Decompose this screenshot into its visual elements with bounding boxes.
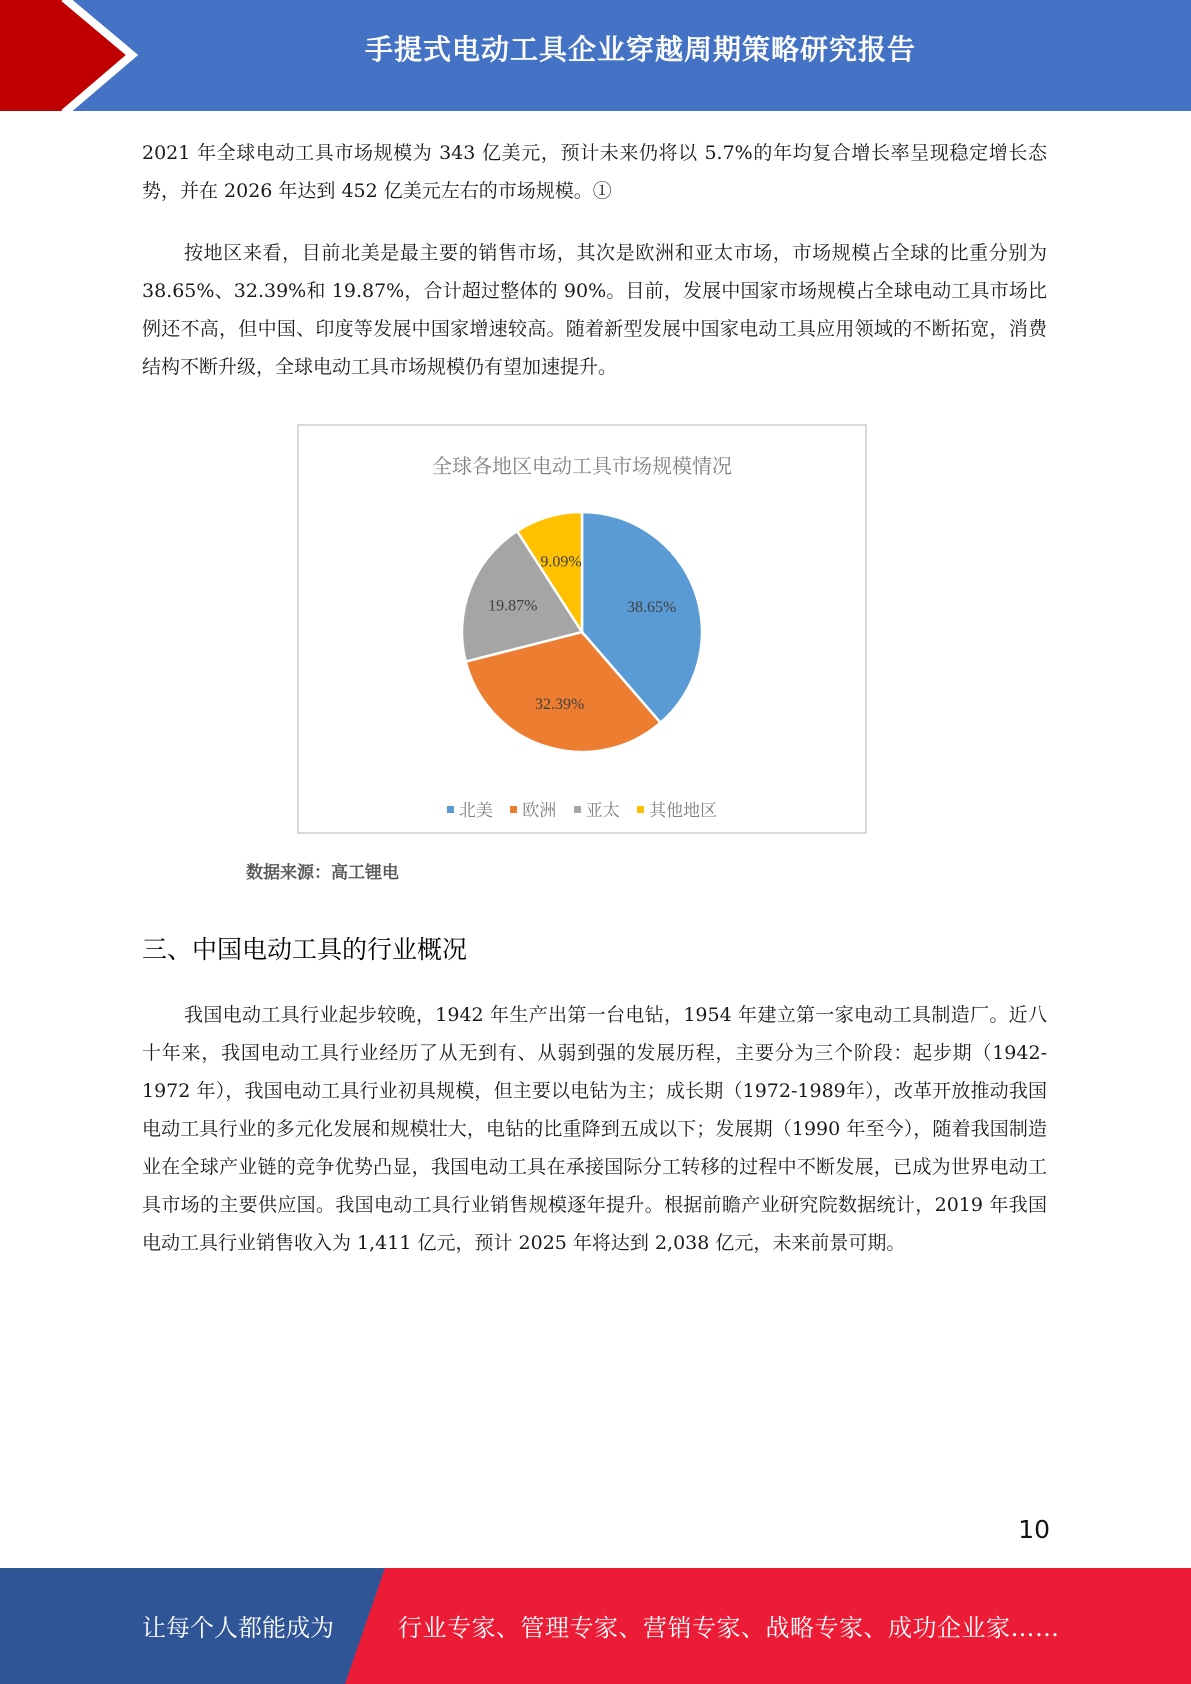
page-number: 10 (1018, 1515, 1050, 1544)
data-label: 9.09% (540, 553, 582, 571)
legend-swatch (574, 806, 581, 813)
pie-chart (299, 426, 865, 832)
legend-label: 北美 (458, 801, 493, 821)
paragraph-regional-share: 按地区来看，目前北美是最主要的销售市场，其次是欧洲和亚太市场，市场规模占全球的比重分别为 38.65%、32.39%和 19.87%，合计超过整体的 90%。目前，发展中国家市场规模占全球电动工具市场比例还不高，但中国、印度等发展中国家增速较高。随着新型发展中国家电动工具应用领域的不断拓宽，消费结构不断升级，全球电动工具市场规模仍有望加速提升。 (142, 242, 1047, 378)
legend-item-asia-pacific (574, 796, 620, 821)
page-header (0, 0, 1191, 111)
footer-slogan-right: 行业专家、管理专家、营销专家、战略专家、成功企业家…… (398, 1614, 1060, 1642)
data-label: 19.87% (488, 597, 538, 615)
legend-label: 欧洲 (522, 801, 557, 821)
chart-legend (299, 796, 865, 821)
data-label: 38.65% (627, 599, 677, 617)
chart-title: 全球各地区电动工具市场规模情况 (432, 454, 732, 478)
report-title: 手提式电动工具企业穿越周期策略研究报告 (364, 33, 916, 66)
data-label: 32.39% (535, 695, 585, 713)
legend-swatch (447, 806, 454, 813)
footer-slogan-left: 让每个人都能成为 (142, 1614, 334, 1642)
legend-item-other (637, 796, 717, 821)
page-footer (0, 1568, 1191, 1684)
section-heading: 三、中国电动工具的行业概况 (142, 935, 468, 964)
legend-swatch (510, 806, 517, 813)
legend-label: 亚太 (585, 801, 620, 821)
paragraph-china-industry: 我国电动工具行业起步较晚，1942 年生产出第一台电钻，1954 年建立第一家电动工具制造厂。近八十年来，我国电动工具行业经历了从无到有、从弱到强的发展历程，主要分为三个阶段：起步期（1942-1972 年），我国电动工具行业初具规模，但主要以电钻为主；成长期（1972-1989年），改革开放推动我国电动工具行业的多元化发展和规模壮大，电钻的比重降到五成以下；发展期（1990 年至今），随着我国制造业在全球产业链的竞争优势凸显，我国电动工具在承接国际分工转移的过程中不断发展，已成为世界电动工具市场的主要供应国。我国电动工具行业销售规模逐年提升。根据前瞻产业研究院数据统计，2019 年我国电动工具行业销售收入为 1,411 亿元，预计 2025 年将达到 2,038 亿元，未来前景可期。 (142, 1004, 1047, 1254)
legend-item-north-america (447, 796, 493, 821)
legend-label: 其他地区 (649, 801, 718, 821)
pie-chart-container (297, 424, 867, 834)
legend-swatch (637, 806, 644, 813)
paragraph-market-size: 2021 年全球电动工具市场规模为 343 亿美元，预计未来仍将以 5.7%的年均复合增长率呈现稳定增长态势，并在 2026 年达到 452 亿美元左右的市场规模。① (142, 142, 1047, 202)
legend-item-europe (510, 796, 556, 821)
data-source-note: 数据来源：高工锂电 (246, 863, 399, 883)
